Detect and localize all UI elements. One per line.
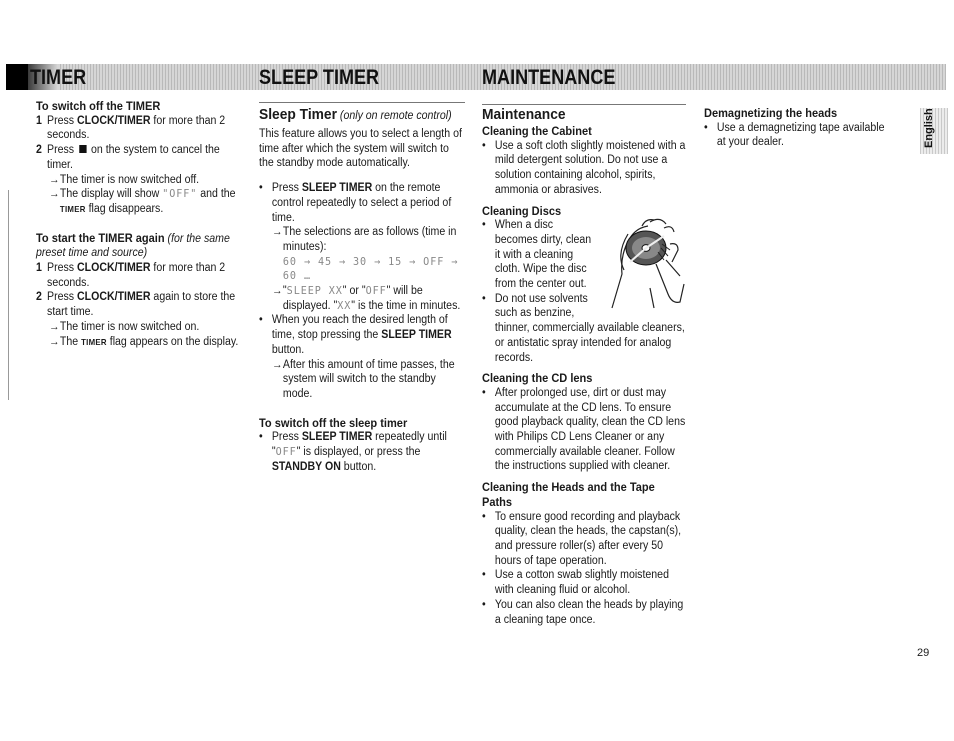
- cabinet-heading: Cleaning the Cabinet: [482, 124, 592, 138]
- sleep-timer-section-title: SLEEP TIMER: [259, 66, 380, 89]
- sleep-bullet-2: • When you reach the desired length of time, stop pressing the SLEEP TIMER button. → After this amount of time passes, the system will switch to the standby mode.: [259, 314, 455, 400]
- maintenance-section-title: MAINTENANCE: [482, 66, 616, 89]
- timer-off-heading: To switch off the TIMER: [36, 99, 161, 113]
- sleep-off-bullet: • Press SLEEP TIMER repeatedly until "OFF" is displayed, or press the STANDBY ON button.: [259, 431, 447, 473]
- cd-lens-bullet: • After prolonged use, dirt or dust may accumulate at the CD lens. To ensure good playback quality, clean the CD lens with Philips CD Lens Cleaner or any commercially available cleaner. Follow the instructions supplied with cleaner.: [482, 386, 686, 473]
- bullet-icon: •: [704, 121, 708, 134]
- maintenance-rule: [482, 104, 686, 105]
- heads-bullet-1: • To ensure good recording and playback quality, clean the heads, the capstan(s), and pressure roller(s) after every 50 hours of tape operation.: [482, 510, 682, 567]
- timer-flag: TIMER: [81, 336, 107, 347]
- bullet-icon: •: [259, 182, 263, 195]
- sleep-column: [259, 106, 463, 474]
- timer-section-title: TIMER: [30, 66, 87, 89]
- arrow-icon: →: [271, 285, 283, 298]
- sleep-heading: Sleep Timer (only on remote control): [259, 106, 452, 123]
- bullet-icon: •: [482, 219, 486, 232]
- disc-cleaning-illustration: [606, 214, 688, 312]
- timer-on-step-2: 2 Press CLOCK/TIMER again to store the start time.: [36, 291, 236, 319]
- bullet-icon: •: [482, 139, 486, 152]
- arrow-icon: →: [48, 188, 60, 201]
- sleep-rule: [259, 102, 465, 103]
- cd-lens-heading: Cleaning the CD lens: [482, 371, 593, 386]
- demagnetizing-column: [704, 106, 893, 150]
- page-number: 29: [917, 647, 930, 659]
- timer-flag: TIMER: [59, 203, 86, 214]
- sleep-sequence-cont: 60 …: [282, 269, 311, 283]
- arrow-icon: →: [271, 358, 283, 371]
- sleep-intro: This feature allows you to select a length of time after which the system will switch to the standby mode automatically.: [259, 128, 462, 170]
- language-tab-label: English: [923, 108, 935, 148]
- arrow-icon: →: [48, 320, 60, 333]
- section-header-band: [6, 64, 946, 90]
- bullet-icon: •: [482, 510, 486, 523]
- arrow-icon: →: [48, 335, 60, 348]
- sleep-sequence: 60 → 45 → 30 → 15 → OFF →: [282, 254, 459, 268]
- maintenance-heading: Maintenance: [482, 106, 566, 123]
- cabinet-bullet: • Use a soft cloth slightly moistened with a mild detergent solution. Do not use a solution containing alcohol, spirits, ammonia or abrasives.: [482, 139, 686, 196]
- margin-line: [8, 190, 9, 400]
- timer-off-step-2: 2 Press on the system to cancel the timer.: [36, 144, 220, 171]
- timer-off-result-1: → The timer is now switched off.: [48, 173, 200, 186]
- band-cap: [6, 64, 28, 90]
- timer-on-step-1: 1 Press CLOCK/TIMER for more than 2 seconds.: [36, 262, 226, 289]
- maintenance-column: [482, 106, 686, 627]
- demagnetizing-bullet: • Use a demagnetizing tape available at your dealer.: [704, 121, 885, 149]
- stop-square-icon: [79, 145, 86, 153]
- timer-off-step-1: 1 Press CLOCK/TIMER for more than 2 seconds.: [36, 114, 226, 142]
- heads-heading: Cleaning the Heads and the Tape Paths: [482, 480, 655, 509]
- heads-bullet-3: • You can also clean the heads by playing a cleaning tape once.: [482, 598, 684, 626]
- timer-off-result-2: → The display will show "OFF" and the TIMER flag disappears.: [48, 187, 236, 215]
- arrow-icon: →: [271, 226, 283, 239]
- bullet-icon: •: [259, 431, 263, 444]
- heads-bullet-2: • Use a cotton swab slightly moistened with cleaning fluid or alcohol.: [482, 569, 669, 597]
- discs-heading: Cleaning Discs: [482, 203, 562, 218]
- lcd-text: "OFF": [162, 187, 198, 201]
- sleep-bullet-1: • Press SLEEP TIMER on the remote control repeatedly to select a period of time. → The selections are as follows (time in minutes): 60 → 45 → 30 → 15 → OFF → 60 … → "SLEEP XX" or "OFF" will be displayed. "XX" is the time in minutes.: [259, 181, 463, 313]
- demagnetizing-heading: Demagnetizing the heads: [704, 106, 838, 120]
- bullet-icon: •: [482, 292, 486, 305]
- bullet-icon: •: [259, 314, 263, 327]
- timer-on-result-1: → The timer is now switched on.: [48, 320, 200, 333]
- arrow-icon: →: [48, 173, 60, 186]
- bullet-icon: •: [482, 569, 486, 582]
- discs-bullet-1: • When a disc becomes dirty, clean it with a cleaning cloth. Wipe the disc from the center out.: [482, 219, 592, 291]
- language-tab: [920, 108, 948, 154]
- bullet-icon: •: [482, 598, 486, 611]
- discs-bullet-2: • Do not use solvents such as benzine, thinner, commercially available cleaners, or antistatic spray intended for analog records.: [482, 292, 685, 364]
- timer-on-result-2: → The TIMER flag appears on the display.: [48, 335, 239, 348]
- timer-on-heading: To start the TIMER again (for the same preset time and source): [36, 230, 230, 260]
- timer-column: [36, 99, 243, 349]
- bullet-icon: •: [482, 386, 486, 399]
- sleep-off-heading: To switch off the sleep timer: [259, 415, 408, 430]
